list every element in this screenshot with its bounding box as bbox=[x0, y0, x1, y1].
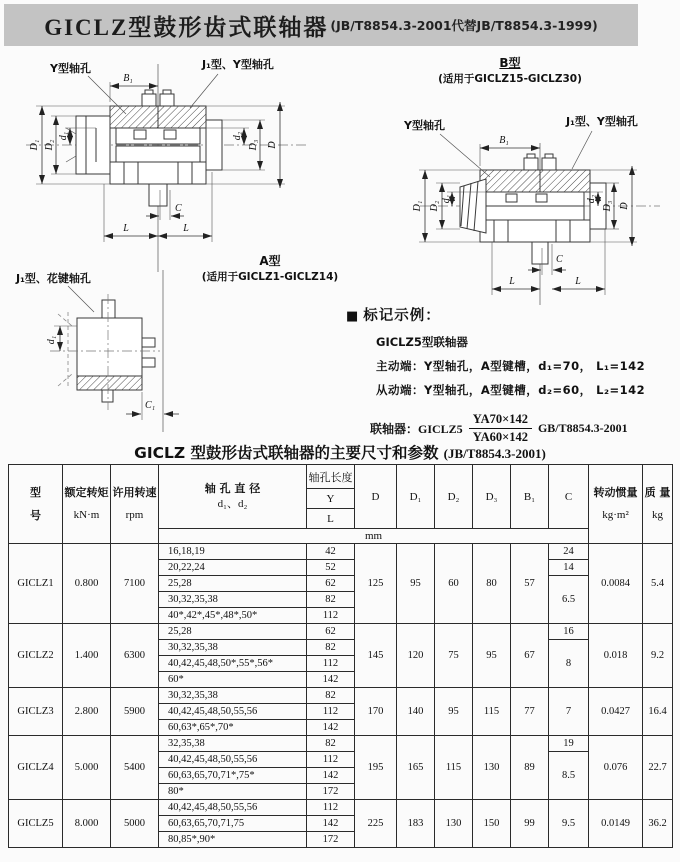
standard-reference: (JB/T8854.3-2001代替JB/T8854.3-1999) bbox=[330, 18, 598, 33]
dim-b1: B₁ bbox=[499, 135, 509, 146]
cell-length: 62 bbox=[307, 576, 355, 592]
cell-bores: 20,22,24 bbox=[159, 560, 307, 576]
cell-D: 125 bbox=[355, 544, 397, 624]
dim-D2: D₂ bbox=[429, 200, 440, 212]
cell-model: GICLZ3 bbox=[9, 688, 63, 736]
cell-bores: 40,42,45,48,50*,55*,56* bbox=[159, 656, 307, 672]
dim-C1: C₁ bbox=[145, 400, 156, 411]
cell-length: 42 bbox=[307, 544, 355, 560]
dim-L-right: L bbox=[183, 223, 189, 234]
dim-b1: B₁ bbox=[123, 73, 133, 84]
marking-line-model: GICLZ5型联轴器 bbox=[376, 335, 468, 349]
cell-C: 7 bbox=[549, 688, 589, 736]
dim-D2: D₂ bbox=[44, 139, 55, 151]
col-D1: D₁ bbox=[397, 465, 435, 529]
table-row bbox=[9, 624, 673, 640]
cell-bores: 60,63,65,70,71,75 bbox=[159, 816, 307, 832]
cell-torque: 1.400 bbox=[63, 624, 111, 688]
cell-torque: 8.000 bbox=[63, 800, 111, 848]
cell-bores: 80* bbox=[159, 784, 307, 800]
cell-D3: 115 bbox=[473, 688, 511, 736]
type-a-label: A型 bbox=[259, 254, 281, 268]
cell-C: 8 bbox=[549, 640, 589, 688]
cell-model: GICLZ4 bbox=[9, 736, 63, 800]
detail-parts bbox=[50, 294, 160, 410]
dim-d2: d₂ bbox=[232, 131, 243, 141]
col-Y: Y bbox=[307, 489, 355, 509]
dim-d1: d₁ bbox=[46, 335, 57, 345]
dim-C: C bbox=[175, 203, 182, 214]
cell-D: 145 bbox=[355, 624, 397, 688]
cell-C: 24 bbox=[549, 544, 589, 560]
cell-D: 195 bbox=[355, 736, 397, 800]
dim-D1: D₁ bbox=[412, 200, 423, 212]
cell-speed: 5400 bbox=[111, 736, 159, 800]
spec-table bbox=[8, 464, 673, 848]
cell-length: 82 bbox=[307, 736, 355, 752]
fraction-numerator: YA70×142 bbox=[469, 412, 532, 429]
type-b-range: (适用于GⅠCLZ15-GⅠCLZ30) bbox=[438, 73, 582, 86]
cell-inertia: 0.018 bbox=[589, 624, 643, 688]
cell-length: 52 bbox=[307, 560, 355, 576]
fraction-denominator: YA60×142 bbox=[472, 430, 528, 444]
designation-standard: GB/T8854.3-2001 bbox=[537, 421, 628, 435]
col-permissible-speed: 许用转速 rpm bbox=[111, 465, 159, 544]
cell-B1: 99 bbox=[511, 800, 549, 848]
cell-length: 112 bbox=[307, 800, 355, 816]
label-j1-spline-bore: J₁型、花键轴孔 bbox=[16, 272, 91, 285]
cell-inertia: 0.0427 bbox=[589, 688, 643, 736]
col-mass: 质 量 kg bbox=[643, 465, 673, 544]
diagram-detail bbox=[10, 268, 190, 436]
col-bore-diameter: 轴 孔 直 径 d₁、d₂ bbox=[159, 465, 307, 529]
table-row bbox=[9, 688, 673, 704]
cell-D3: 150 bbox=[473, 800, 511, 848]
cell-B1: 77 bbox=[511, 688, 549, 736]
type-a-range: (适用于GⅠCLZ1-GⅠCLZ14) bbox=[201, 271, 339, 283]
cell-mass: 36.2 bbox=[643, 800, 673, 848]
table-title bbox=[0, 441, 680, 463]
table-row bbox=[9, 800, 673, 816]
cell-length: 172 bbox=[307, 784, 355, 800]
cell-bores: 30,32,35,38 bbox=[159, 592, 307, 608]
dim-d2: d₂ bbox=[586, 194, 597, 204]
dim-d1: d₁ bbox=[58, 131, 69, 141]
dim-D: D bbox=[619, 202, 630, 210]
cell-D2: 75 bbox=[435, 624, 473, 688]
dim-L-left: L bbox=[123, 223, 129, 234]
marking-example bbox=[346, 304, 678, 445]
cell-mass: 9.2 bbox=[643, 624, 673, 688]
cell-D3: 95 bbox=[473, 624, 511, 688]
table-header bbox=[9, 465, 673, 544]
cell-C: 9.5 bbox=[549, 800, 589, 848]
cell-mass: 16.4 bbox=[643, 688, 673, 736]
cell-D3: 130 bbox=[473, 736, 511, 800]
label-y-bore: Y型轴孔 bbox=[50, 62, 91, 75]
dim-D1: D₁ bbox=[29, 139, 40, 151]
label-j1-y-bore: J₁型、Y型轴孔 bbox=[202, 58, 274, 71]
cell-B1: 89 bbox=[511, 736, 549, 800]
dim-L-right: L bbox=[575, 276, 581, 287]
cell-model: GICLZ1 bbox=[9, 544, 63, 624]
cell-bores: 60* bbox=[159, 672, 307, 688]
col-rotary-inertia: 转动惯量 kg·m² bbox=[589, 465, 643, 544]
cell-mass: 5.4 bbox=[643, 544, 673, 624]
cell-length: 62 bbox=[307, 624, 355, 640]
cell-bores: 16,18,19 bbox=[159, 544, 307, 560]
cell-bores: 25,28 bbox=[159, 576, 307, 592]
cell-length: 142 bbox=[307, 720, 355, 736]
cell-C: 19 bbox=[549, 736, 589, 752]
dim-d1: d₁ bbox=[441, 194, 452, 204]
title-bar bbox=[4, 4, 638, 46]
cell-inertia: 0.0084 bbox=[589, 544, 643, 624]
cell-length: 82 bbox=[307, 592, 355, 608]
cell-bores: 40,42,45,48,50,55,56 bbox=[159, 752, 307, 768]
diagram-a-caption bbox=[195, 252, 345, 286]
cell-C: 16 bbox=[549, 624, 589, 640]
cell-bores: 30,32,35,38 bbox=[159, 640, 307, 656]
spline-bore-drawing bbox=[10, 268, 190, 436]
designation-prefix: 联轴器：GICLZ5 bbox=[370, 422, 463, 436]
dim-L-left: L bbox=[509, 276, 515, 287]
label-y-bore: Y型轴孔 bbox=[404, 119, 445, 132]
coupling-parts bbox=[460, 154, 606, 264]
marking-line-driving-end: 主动端：Y型轴孔，A型键槽，d₁=70， L₁=142 bbox=[376, 359, 646, 373]
table-row bbox=[9, 736, 673, 752]
cell-model: GICLZ5 bbox=[9, 800, 63, 848]
col-B1: B₁ bbox=[511, 465, 549, 529]
cell-speed: 7100 bbox=[111, 544, 159, 624]
col-C: C bbox=[549, 465, 589, 529]
cell-bores: 30,32,35,38 bbox=[159, 688, 307, 704]
cell-bores: 60,63*,65*,70* bbox=[159, 720, 307, 736]
cell-bores: 60,63,65,70,71*,75* bbox=[159, 768, 307, 784]
label-j1-y-bore: J₁型、Y型轴孔 bbox=[566, 115, 638, 128]
cell-torque: 2.800 bbox=[63, 688, 111, 736]
cell-D1: 95 bbox=[397, 544, 435, 624]
table-title-standard: (JB/T8854.3-2001) bbox=[443, 446, 546, 461]
cell-bores: 25,28 bbox=[159, 624, 307, 640]
coupling-drawing-b bbox=[340, 55, 680, 320]
marking-heading-text: 标记示例： bbox=[363, 308, 441, 324]
coupling-parts bbox=[66, 90, 222, 206]
dim-D3: D₃ bbox=[602, 200, 613, 212]
cell-inertia: 0.0149 bbox=[589, 800, 643, 848]
cell-D2: 130 bbox=[435, 800, 473, 848]
dim-D: D bbox=[267, 141, 278, 149]
diagram-b bbox=[340, 55, 680, 320]
cell-length: 82 bbox=[307, 640, 355, 656]
cell-length: 112 bbox=[307, 704, 355, 720]
marking-line-driven-end: 从动端：Y型轴孔，A型键槽，d₂=60， L₂=142 bbox=[376, 383, 646, 397]
cell-D: 225 bbox=[355, 800, 397, 848]
page-title: GICLZ型鼓形齿式联轴器 bbox=[44, 14, 329, 40]
dim-D3: D₃ bbox=[248, 139, 259, 151]
cell-torque: 0.800 bbox=[63, 544, 111, 624]
cell-speed: 5000 bbox=[111, 800, 159, 848]
type-b-label: B型 bbox=[499, 56, 521, 70]
header-row bbox=[9, 465, 673, 489]
table-title-main: GICLZ 型鼓形齿式联轴器的主要尺寸和参数 bbox=[134, 444, 439, 462]
col-L: L bbox=[307, 509, 355, 529]
cell-D2: 95 bbox=[435, 688, 473, 736]
cell-bores: 40,42,45,48,50,55,56 bbox=[159, 704, 307, 720]
col-D: D bbox=[355, 465, 397, 529]
cell-bores: 32,35,38 bbox=[159, 736, 307, 752]
cell-C: 14 bbox=[549, 560, 589, 576]
cell-mass: 22.7 bbox=[643, 736, 673, 800]
col-bore-length: 轴孔长度 bbox=[307, 465, 355, 489]
table-body bbox=[9, 544, 673, 848]
col-rated-torque: 额定转矩 kN·m bbox=[63, 465, 111, 544]
cell-model: GICLZ2 bbox=[9, 624, 63, 688]
cell-speed: 6300 bbox=[111, 624, 159, 688]
cell-C: 6.5 bbox=[549, 576, 589, 624]
cell-bores: 80,85*,90* bbox=[159, 832, 307, 848]
cell-D2: 115 bbox=[435, 736, 473, 800]
table-row bbox=[9, 544, 673, 560]
cell-D1: 120 bbox=[397, 624, 435, 688]
cell-D: 170 bbox=[355, 688, 397, 736]
cell-D1: 183 bbox=[397, 800, 435, 848]
col-D3: D₃ bbox=[473, 465, 511, 529]
cell-bores: 40,42,45,48,50,55,56 bbox=[159, 800, 307, 816]
cell-bores: 40*,42*,45*,48*,50* bbox=[159, 608, 307, 624]
col-D2: D₂ bbox=[435, 465, 473, 529]
leader-labels bbox=[403, 114, 638, 177]
cell-D3: 80 bbox=[473, 544, 511, 624]
cell-B1: 57 bbox=[511, 544, 549, 624]
cell-D1: 140 bbox=[397, 688, 435, 736]
cell-length: 112 bbox=[307, 656, 355, 672]
cell-length: 142 bbox=[307, 768, 355, 784]
cell-length: 172 bbox=[307, 832, 355, 848]
dim-C: C bbox=[556, 254, 563, 265]
cell-D1: 165 bbox=[397, 736, 435, 800]
cell-length: 112 bbox=[307, 752, 355, 768]
cell-inertia: 0.076 bbox=[589, 736, 643, 800]
square-bullet-icon: ■ bbox=[346, 309, 360, 324]
cell-length: 142 bbox=[307, 816, 355, 832]
cell-length: 82 bbox=[307, 688, 355, 704]
cell-length: 142 bbox=[307, 672, 355, 688]
cell-length: 112 bbox=[307, 608, 355, 624]
cell-B1: 67 bbox=[511, 624, 549, 688]
marking-heading bbox=[346, 304, 678, 325]
col-model: 型 号 bbox=[9, 465, 63, 544]
cell-D2: 60 bbox=[435, 544, 473, 624]
cell-C: 8.5 bbox=[549, 752, 589, 800]
cell-torque: 5.000 bbox=[63, 736, 111, 800]
cell-speed: 5900 bbox=[111, 688, 159, 736]
unit-row: mm bbox=[159, 529, 589, 544]
